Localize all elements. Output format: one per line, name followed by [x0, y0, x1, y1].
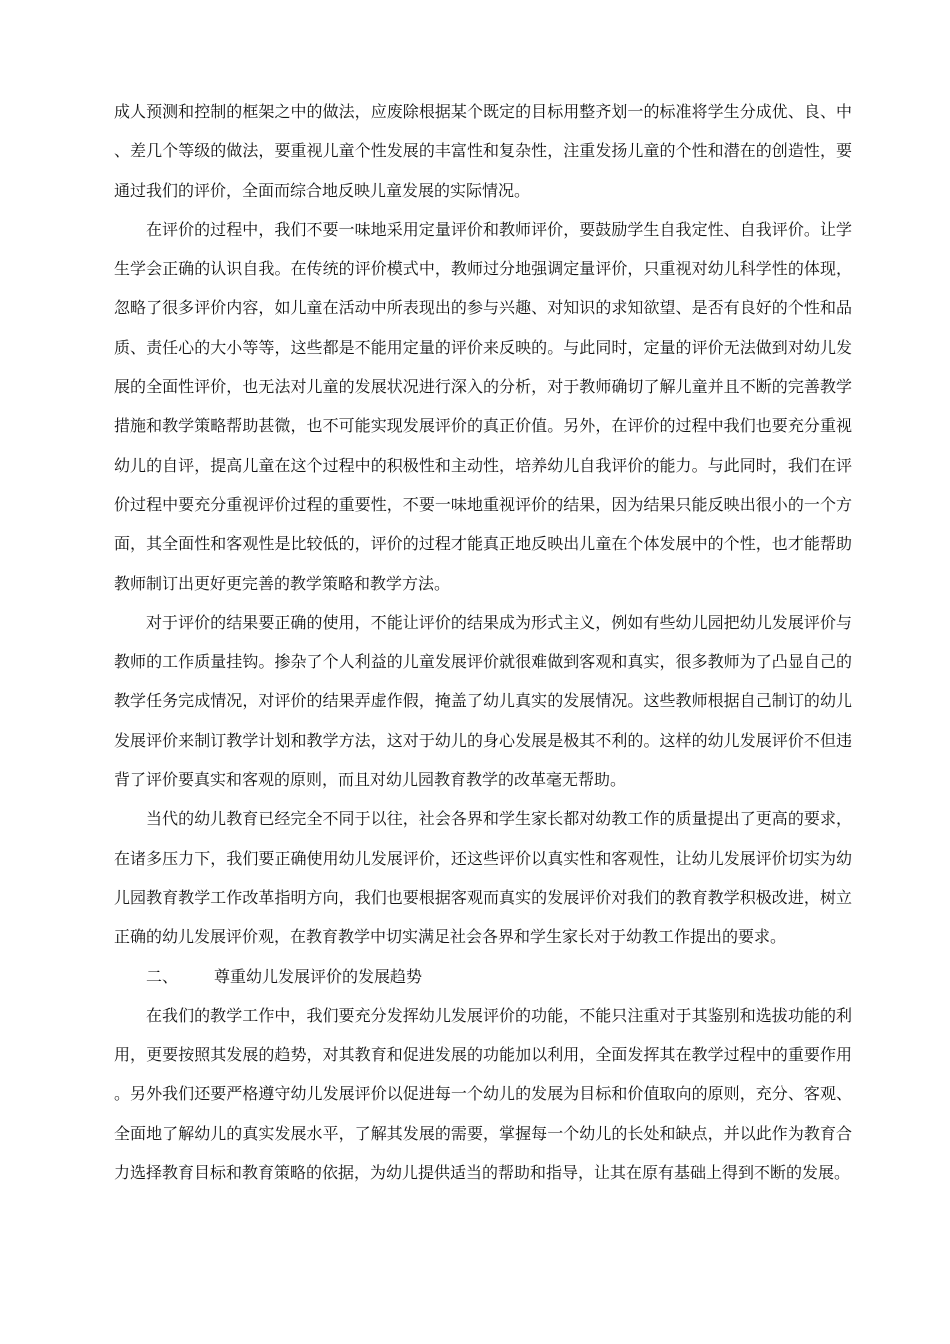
section-title: 尊重幼儿发展评价的发展趋势 — [214, 966, 423, 986]
paragraph-evaluation-results: 对于评价的结果要正确的使用，不能让评价的结果成为形式主义，例如有些幼儿园把幼儿发展评价与教师的工作质量挂钩。掺杂了个人利益的儿童发展评价就很难做到客观和真实，很多教师为了凸显自己的教学任务完成情况，对评价的结果弄虚作假，掩盖了幼儿真实的发展情况。这些教师根据自己制订的幼儿发展评价来制订教学计划和教学方法，这对于幼儿的身心发展是极其不利的。这样的幼儿发展评价不但违背了评价要真实和客观的原则，而且对幼儿园教育教学的改革毫无帮助。 — [114, 612, 852, 790]
paragraph-development-trend: 在我们的教学工作中，我们要充分发挥幼儿发展评价的功能，不能只注重对于其鉴别和选拔功能的利用，更要按照其发展的趋势，对其教育和促进发展的功能加以利用，全面发挥其在教学过程中的重要作用。另外我们还要严格遵守幼儿发展评价以促进每一个幼儿的发展为目标和价值取向的原则，充分、客观、全面地了解幼儿的真实发展水平，了解其发展的需要，掌握每一个幼儿的长处和缺点，并以此作为教育合力选择教育目标和教育策略的依据，为幼儿提供适当的帮助和指导，让其在原有基础上得到不断的发展。 — [114, 1005, 852, 1183]
paragraph-modern-education: 当代的幼儿教育已经完全不同于以往，社会各界和学生家长都对幼教工作的质量提出了更高的要求，在诸多压力下，我们要正确使用幼儿发展评价，还这些评价以真实性和客观性，让幼儿发展评价切实为幼儿园教育教学工作改革指明方向，我们也要根据客观而真实的发展评价对我们的教育教学积极改进，树立正确的幼儿发展评价观，在教育教学中切实满足社会各界和学生家长对于幼教工作提出的要求。 — [114, 809, 852, 947]
paragraph-evaluation-process: 在评价的过程中，我们不要一味地采用定量评价和教师评价，要鼓励学生自我定性、自我评价。让学生学会正确的认识自我。在传统的评价模式中，教师过分地强调定量评价，只重视对幼儿科学性的体现，忽略了很多评价内容，如儿童在活动中所表现出的参与兴趣、对知识的求知欲望、是否有良好的个性和品质、责任心的大小等等，这些都是不能用定量的评价来反映的。与此同时，定量的评价无法做到对幼儿发展的全面性评价，也无法对儿童的发展状况进行深入的分析，对于教师确切了解儿童并且不断的完善教学措施和教学策略帮助甚微，也不可能实现发展评价的真正价值。另外，在评价的过程中我们也要充分重视幼儿的自评，提高儿童在这个过程中的积极性和主动性，培养幼儿自我评价的能力。与此同时，我们在评价过程中要充分重视评价过程的重要性，不要一味地重视评价的结果，因为结果只能反映出很小的一个方面，其全面性和客观性是比较低的，评价的过程才能真正地反映出儿童在个体发展中的个性，也才能帮助教师制订出更好更完善的教学策略和教学方法。 — [114, 219, 852, 593]
section-heading — [114, 957, 852, 996]
document-body — [114, 92, 852, 1192]
paragraph-continued: 成人预测和控制的框架之中的做法，应废除根据某个既定的目标用整齐划一的标准将学生分成优、良、中、差几个等级的做法，要重视儿童个性发展的丰富性和复杂性，注重发扬儿童的个性和潜在的创造性，要通过我们的评价，全面而综合地反映儿童发展的实际情况。 — [114, 102, 852, 200]
section-number: 二、 — [146, 966, 179, 986]
